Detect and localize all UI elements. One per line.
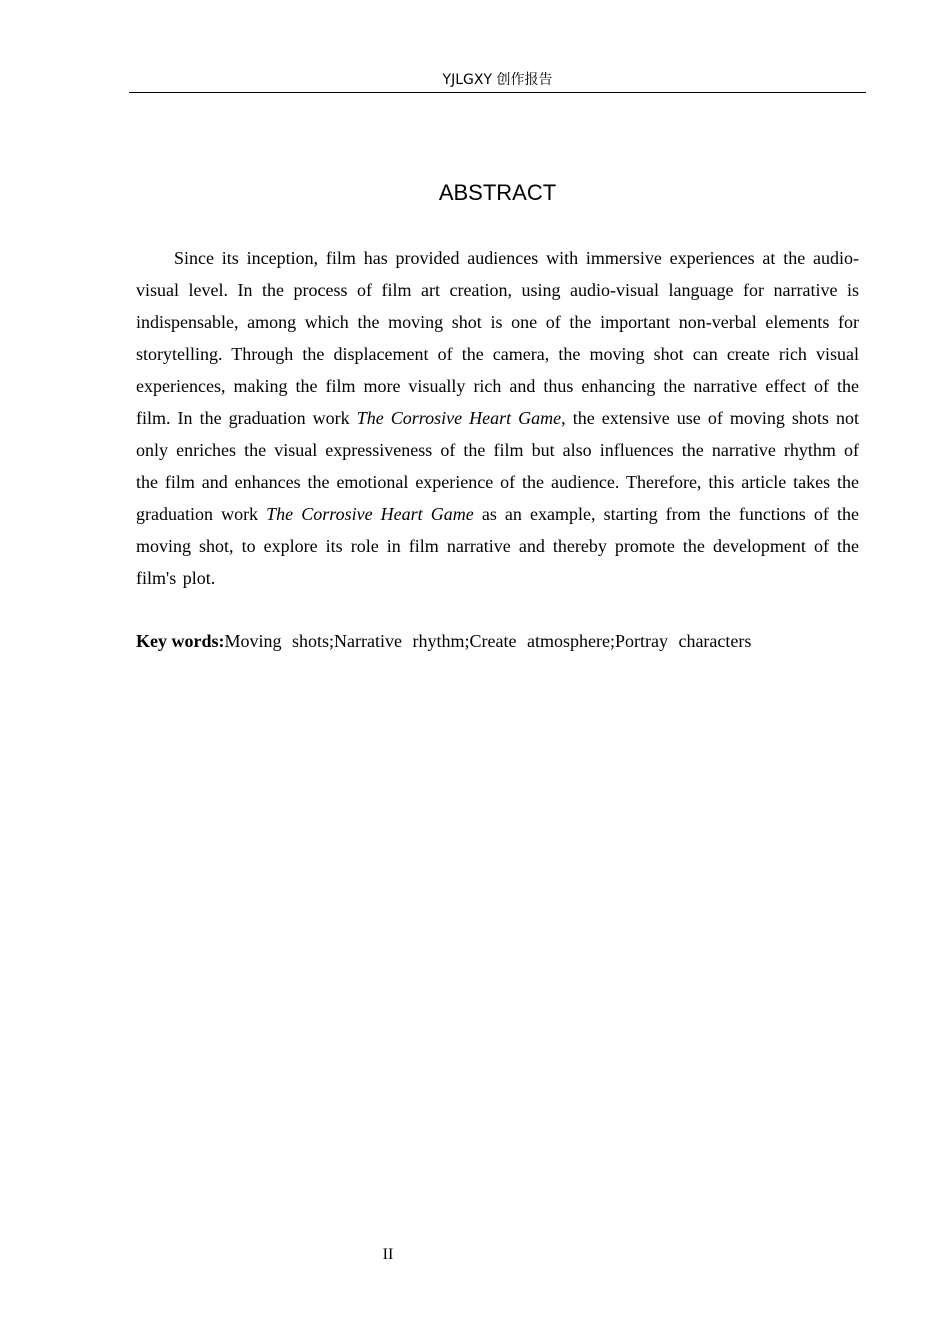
- keywords-line: [136, 625, 859, 657]
- keywords-label: Key words:: [136, 631, 225, 651]
- work-title-italic-1: The Corrosive Heart Game: [356, 408, 562, 428]
- running-header-title: YJLGXY 创作报告: [442, 72, 553, 88]
- keyword-item: Create atmosphere: [469, 631, 610, 651]
- keyword-separator: ;: [609, 631, 615, 651]
- page-number: II: [382, 1246, 394, 1263]
- work-title-italic-2: The Corrosive Heart Game: [266, 504, 474, 524]
- keyword-item: Moving shots: [224, 631, 330, 651]
- running-header: [129, 69, 866, 93]
- keyword-separator: ;: [329, 631, 335, 651]
- keyword-item: Narrative rhythm: [334, 631, 465, 651]
- abstract-title: ABSTRACT: [438, 180, 557, 205]
- abstract-paragraph: [136, 242, 859, 594]
- abstract-text-part-2: , the extensive use of moving shots not only enriches the visual expressiveness of the film but also influences the narrative rhythm of the film and enhances the emotional experience of the audience. Therefore, this article takes the graduation work: [136, 408, 859, 524]
- abstract-text-part-1: Since its inception, film has provided audiences with immersive experiences at the audio-visual level. In the process of film art creation, using audio-visual language for narrative is indispensable, among which the moving shot is one of the important non-verbal elements for storytelling. Through the displacement of the camera, the moving shot can create rich visual experiences, making the film more visually rich and thus enhancing the narrative effect of the film. In the graduation work: [136, 248, 859, 428]
- keyword-separator: ;: [464, 631, 470, 651]
- keyword-item: Portray characters: [614, 631, 752, 651]
- abstract-text-part-3: as an example, starting from the functions of the moving shot, to explore its role in film narrative and thereby promote the development of the film's plot.: [136, 504, 859, 588]
